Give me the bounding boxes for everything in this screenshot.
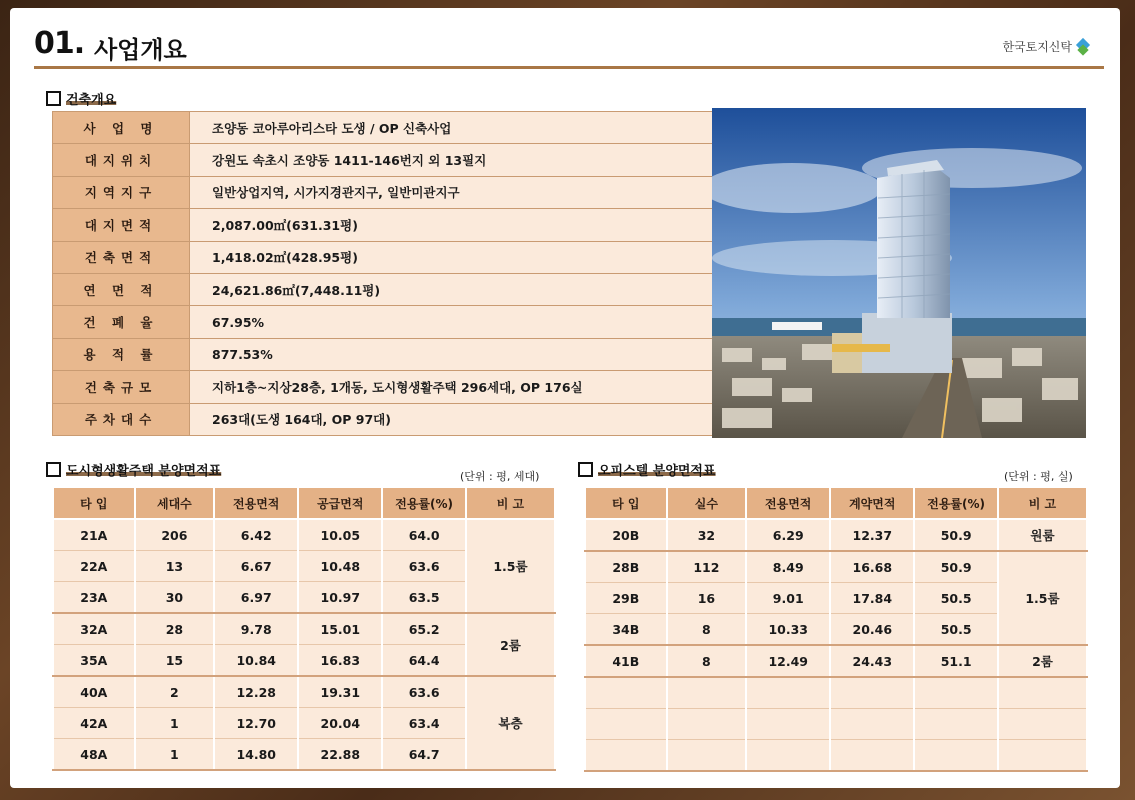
table-row: [585, 645, 1087, 677]
column-header: 실수: [667, 487, 747, 519]
row-value: 강원도 속초시 조양동 1411-146번지 외 13필지: [190, 144, 713, 176]
cell-exclusive-area: 8.49: [746, 551, 830, 583]
row-value: 24,621.86㎡(7,448.11평): [190, 273, 713, 305]
table-row: [53, 112, 713, 144]
row-value: 일반상업지역, 시가지경관지구, 일반미관지구: [190, 176, 713, 208]
row-value: 263대(도생 164대, OP 97대): [190, 403, 713, 435]
table-row: [53, 403, 713, 435]
cell-ratio: 63.5: [382, 582, 466, 614]
cell-count: 30: [135, 582, 215, 614]
cell-ratio: 64.0: [382, 519, 466, 551]
cell-ratio: 63.6: [382, 676, 466, 708]
column-header: 전용면적: [214, 487, 298, 519]
table-row: [53, 176, 713, 208]
cell-type: 20B: [585, 519, 667, 551]
cell-count: 206: [135, 519, 215, 551]
row-label: 대지위치: [53, 144, 190, 176]
cell-note: 원룸: [998, 519, 1087, 551]
row-label: 지역지구: [53, 176, 190, 208]
overview-section-label: 건축개요: [66, 93, 117, 108]
cell-exclusive-area: 9.01: [746, 583, 830, 614]
table-row: [53, 241, 713, 273]
slide: [10, 8, 1120, 788]
cell-supply-area: 20.04: [298, 708, 382, 739]
cell-count: 1: [135, 739, 215, 771]
row-label: 건 폐 율: [53, 306, 190, 338]
table-row: [53, 338, 713, 370]
cell-contract-area: 16.68: [830, 551, 914, 583]
row-value: 877.53%: [190, 338, 713, 370]
office-unit-label: (단위 : 평, 실): [1004, 470, 1073, 483]
cell-type: 21A: [53, 519, 135, 551]
row-value: 조양동 코아루아리스타 도생 / OP 신축사업: [190, 112, 713, 144]
column-header: 타 입: [53, 487, 135, 519]
row-label: 대지면적: [53, 209, 190, 241]
housing-section-label: 도시형생활주택 분양면적표: [66, 464, 222, 479]
cell-count: 13: [135, 551, 215, 582]
cell-supply-area: 15.01: [298, 613, 382, 645]
cell-count: 112: [667, 551, 747, 583]
table-row-empty: [585, 740, 1087, 772]
cell-exclusive-area: 12.49: [746, 645, 830, 677]
row-label: 건축면적: [53, 241, 190, 273]
row-label: 주차대수: [53, 403, 190, 435]
row-value: 1,418.02㎡(428.95평): [190, 241, 713, 273]
cell-contract-area: 24.43: [830, 645, 914, 677]
column-header: 타 입: [585, 487, 667, 519]
overview-section-title: [46, 89, 116, 108]
checkbox-square-icon: [46, 462, 61, 477]
cell-type: 41B: [585, 645, 667, 677]
cell-ratio: 63.6: [382, 551, 466, 582]
row-label: 용 적 률: [53, 338, 190, 370]
column-header: 전용률(%): [914, 487, 998, 519]
cell-supply-area: 10.05: [298, 519, 382, 551]
table-row: [53, 209, 713, 241]
office-area-table: [584, 486, 1088, 772]
cell-note: 2룸: [998, 645, 1087, 677]
section-number: 01.: [34, 26, 85, 61]
cell-count: 32: [667, 519, 747, 551]
cell-type: 40A: [53, 676, 135, 708]
housing-section-title: [46, 460, 221, 479]
title-divider: [34, 66, 1104, 69]
cell-contract-area: 17.84: [830, 583, 914, 614]
cell-type: 32A: [53, 613, 135, 645]
housing-unit-label: (단위 : 평, 세대): [460, 470, 540, 483]
office-section-title: [578, 460, 716, 479]
row-value: 67.95%: [190, 306, 713, 338]
table-row: [53, 519, 555, 551]
cell-ratio: 64.7: [382, 739, 466, 771]
table-row: [53, 676, 555, 708]
cell-type: 48A: [53, 739, 135, 771]
office-section-label: 오피스텔 분양면적표: [598, 464, 716, 479]
table-row: [53, 371, 713, 403]
cell-type: 34B: [585, 614, 667, 646]
table-row: [53, 273, 713, 305]
table-row: [53, 613, 555, 645]
cell-count: 28: [135, 613, 215, 645]
cell-type: 35A: [53, 645, 135, 677]
cell-exclusive-area: 12.70: [214, 708, 298, 739]
row-label: 사 업 명: [53, 112, 190, 144]
cell-ratio: 50.5: [914, 614, 998, 646]
cell-count: 16: [667, 583, 747, 614]
cell-supply-area: 16.83: [298, 645, 382, 677]
cell-count: 15: [135, 645, 215, 677]
table-header-row: [585, 487, 1087, 519]
cell-supply-area: 10.48: [298, 551, 382, 582]
column-header: 비 고: [466, 487, 555, 519]
table-row: [585, 551, 1087, 583]
building-illustration: [712, 108, 1086, 438]
cell-type: 28B: [585, 551, 667, 583]
column-header: 전용률(%): [382, 487, 466, 519]
housing-area-table: [52, 486, 556, 771]
cell-exclusive-area: 9.78: [214, 613, 298, 645]
cell-exclusive-area: 12.28: [214, 676, 298, 708]
cell-exclusive-area: 6.67: [214, 551, 298, 582]
cell-ratio: 51.1: [914, 645, 998, 677]
cell-note: 1.5룸: [466, 519, 555, 613]
logo-diamond-icon: [1076, 40, 1090, 54]
cell-note: 1.5룸: [998, 551, 1087, 645]
cell-exclusive-area: 6.29: [746, 519, 830, 551]
column-header: 비 고: [998, 487, 1087, 519]
cell-note: 2룸: [466, 613, 555, 676]
column-header: 공급면적: [298, 487, 382, 519]
cell-supply-area: 10.97: [298, 582, 382, 614]
cell-ratio: 64.4: [382, 645, 466, 677]
cell-ratio: 50.9: [914, 519, 998, 551]
column-header: 세대수: [135, 487, 215, 519]
cell-count: 8: [667, 614, 747, 646]
company-logo: [1002, 38, 1090, 55]
table-header-row: [53, 487, 555, 519]
cell-exclusive-area: 10.84: [214, 645, 298, 677]
logo-text: 한국토지신탁: [1002, 40, 1072, 54]
cell-type: 23A: [53, 582, 135, 614]
row-value: 지하1층~지상28층, 1개동, 도시형생활주택 296세대, OP 176실: [190, 371, 713, 403]
cell-contract-area: 20.46: [830, 614, 914, 646]
cell-supply-area: 22.88: [298, 739, 382, 771]
row-label: 연 면 적: [53, 273, 190, 305]
checkbox-square-icon: [46, 91, 61, 106]
cell-exclusive-area: 10.33: [746, 614, 830, 646]
table-row-empty: [585, 709, 1087, 740]
cell-exclusive-area: 14.80: [214, 739, 298, 771]
cell-type: 42A: [53, 708, 135, 739]
column-header: 계약면적: [830, 487, 914, 519]
cell-type: 22A: [53, 551, 135, 582]
row-value: 2,087.00㎡(631.31평): [190, 209, 713, 241]
table-row-empty: [585, 677, 1087, 709]
table-row: [53, 306, 713, 338]
cell-ratio: 65.2: [382, 613, 466, 645]
table-row: [585, 519, 1087, 551]
cell-contract-area: 12.37: [830, 519, 914, 551]
cell-type: 29B: [585, 583, 667, 614]
overview-table: [52, 111, 713, 436]
row-label: 건축규모: [53, 371, 190, 403]
cell-count: 8: [667, 645, 747, 677]
table-row: [53, 144, 713, 176]
cell-exclusive-area: 6.42: [214, 519, 298, 551]
page-title: 사업개요: [94, 36, 187, 64]
cell-ratio: 50.9: [914, 551, 998, 583]
checkbox-square-icon: [578, 462, 593, 477]
cell-count: 1: [135, 708, 215, 739]
building-rendering-image: [712, 108, 1086, 438]
cell-count: 2: [135, 676, 215, 708]
cell-ratio: 63.4: [382, 708, 466, 739]
column-header: 전용면적: [746, 487, 830, 519]
cell-exclusive-area: 6.97: [214, 582, 298, 614]
cell-note: 복층: [466, 676, 555, 770]
cell-ratio: 50.5: [914, 583, 998, 614]
cell-supply-area: 19.31: [298, 676, 382, 708]
